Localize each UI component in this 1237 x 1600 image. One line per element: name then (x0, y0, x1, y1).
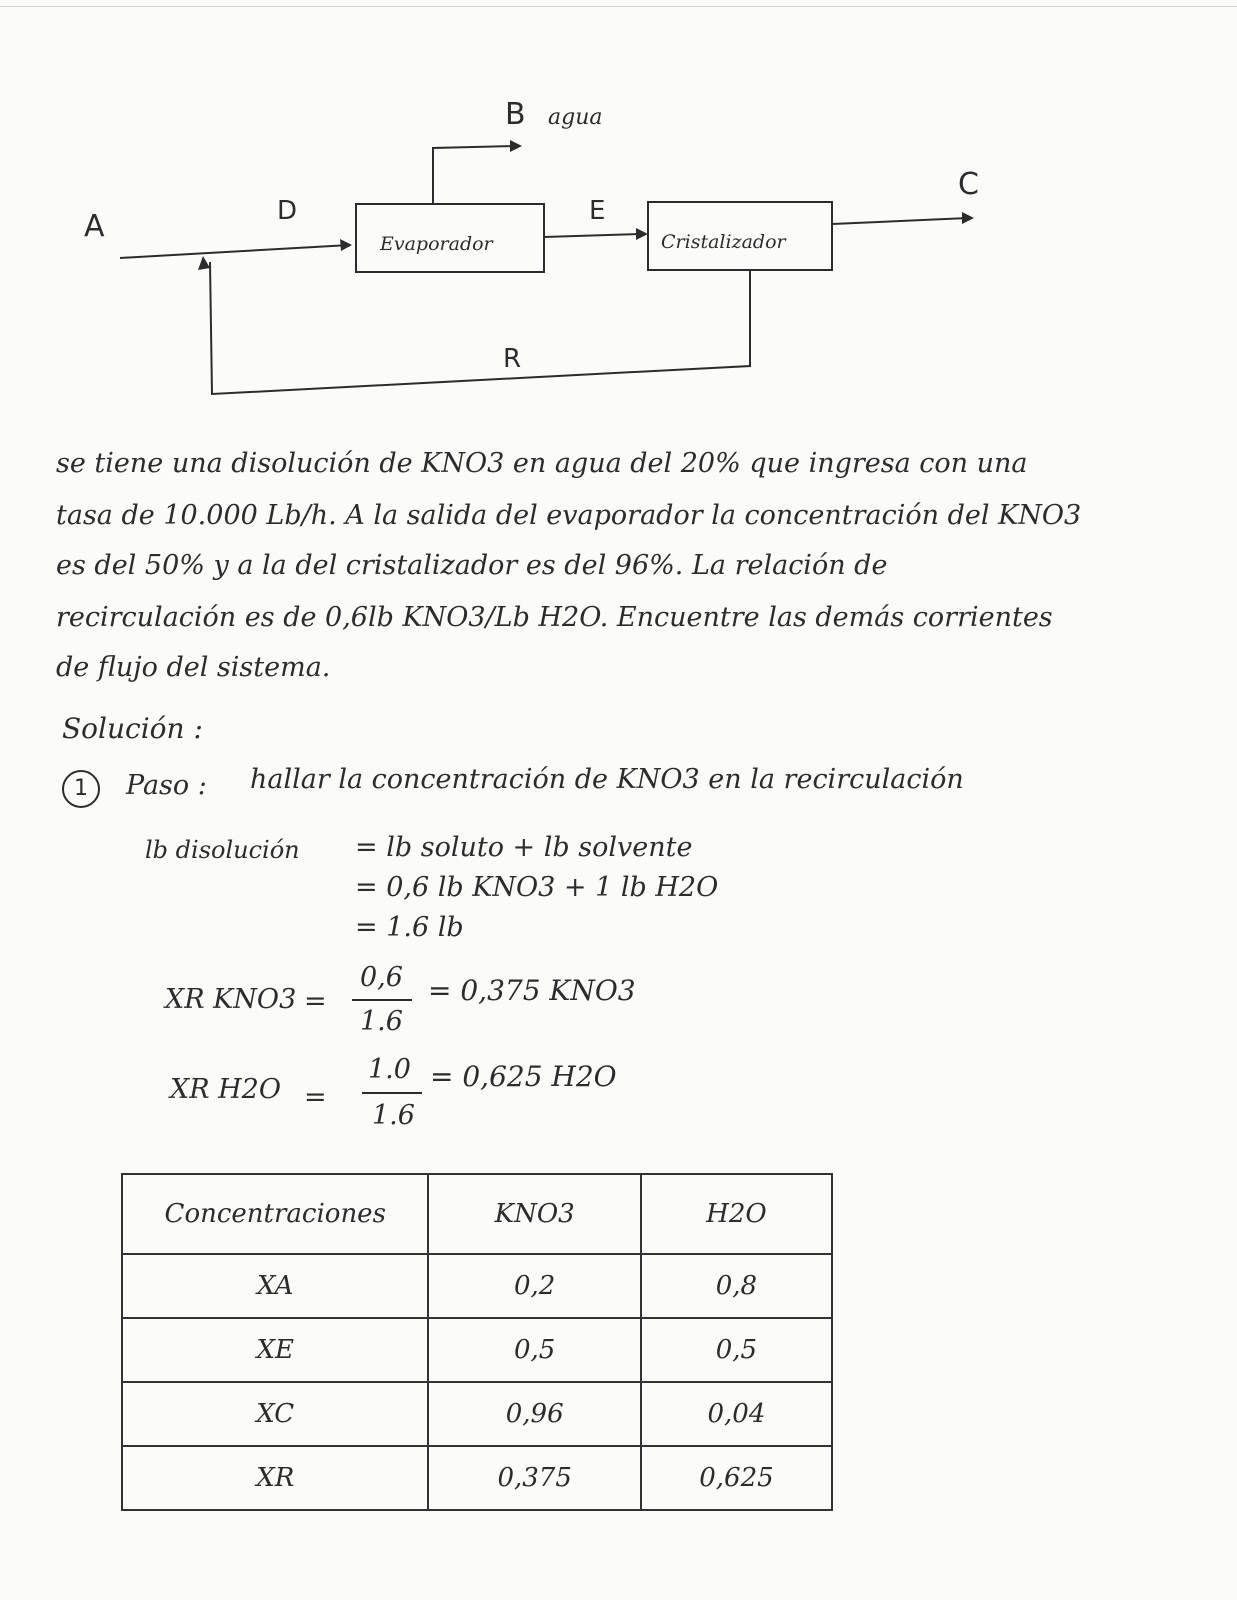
xr-h2o-equals: = (304, 1082, 327, 1113)
problem-line-3: es del 50% y a la del cristalizador es del 96%. La relación de (56, 550, 888, 581)
concentrations-table (121, 1173, 833, 1511)
table-cell: 0,5 (428, 1318, 640, 1382)
feed-line-a (120, 245, 350, 258)
xr-kno3-result: = 0,375 KNO3 (428, 974, 636, 1007)
xr-h2o-numerator: 1.0 (368, 1054, 411, 1085)
xr-kno3-fraction-bar (352, 999, 412, 1001)
recycle-line-r (210, 262, 750, 394)
recycle-arrow-icon (198, 256, 210, 270)
xr-kno3-lhs: XR KNO3 (165, 984, 297, 1015)
problem-line-2: tasa de 10.000 Lb/h. A la salida del evaporador la concentración del KNO3 (56, 500, 1082, 531)
table-row (122, 1446, 832, 1510)
stream-e-arrow-icon (636, 228, 648, 240)
process-diagram (0, 0, 1237, 420)
table-cell: 0,625 (641, 1446, 832, 1510)
stream-line-e (544, 234, 642, 237)
table-cell: XC (122, 1382, 428, 1446)
step-number: 1 (62, 770, 100, 808)
lhs-disolucion: lb disolución (145, 836, 300, 864)
table-cell: 0,8 (641, 1254, 832, 1318)
table-cell: XR (122, 1446, 428, 1510)
table-row (122, 1318, 832, 1382)
equation-line-2: = 0,6 lb KNO3 + 1 lb H2O (355, 872, 719, 903)
equation-line-1: = lb soluto + lb solvente (355, 832, 693, 863)
xr-kno3-denominator: 1.6 (360, 1006, 403, 1037)
stream-label-b-sub: agua (548, 105, 603, 130)
xr-h2o-denominator: 1.6 (372, 1100, 415, 1131)
table-header-cell: H2O (641, 1174, 832, 1254)
table-cell: 0,04 (641, 1382, 832, 1446)
table-header-row (122, 1174, 832, 1254)
table-header-cell: KNO3 (428, 1174, 640, 1254)
xr-h2o-result: = 0,625 H2O (430, 1060, 617, 1093)
step-label: Paso : (126, 770, 207, 801)
vapor-line-b (433, 146, 516, 204)
table-cell: 0,5 (641, 1318, 832, 1382)
evaporator-label: Evaporador (380, 233, 493, 255)
stream-label-c: C (958, 167, 979, 202)
stream-label-b: B (505, 97, 526, 132)
problem-line-5: de flujo del sistema. (56, 652, 331, 683)
xr-kno3-numerator: 0,6 (360, 962, 403, 993)
problem-line-1: se tiene una disolución de KNO3 en agua del 20% que ingresa con una (56, 448, 1028, 479)
table-row (122, 1382, 832, 1446)
stream-label-d: D (277, 196, 298, 226)
problem-line-4: recirculación es de 0,6lb KNO3/Lb H2O. Encuentre las demás corrientes (56, 602, 1053, 633)
table-row (122, 1254, 832, 1318)
vapor-arrow-icon (510, 140, 522, 152)
table-cell: 0,2 (428, 1254, 640, 1318)
table-header-cell: Concentraciones (122, 1174, 428, 1254)
equation-line-3: = 1.6 lb (355, 912, 464, 943)
step-text: hallar la concentración de KNO3 en la recirculación (250, 764, 964, 795)
stream-label-e: E (589, 196, 606, 226)
feed-arrow-icon (340, 239, 352, 251)
product-arrow-icon (962, 212, 974, 224)
stream-label-a: A (84, 209, 105, 244)
xr-h2o-lhs: XR H2O (170, 1074, 281, 1105)
table-cell: XE (122, 1318, 428, 1382)
table-cell: 0,375 (428, 1446, 640, 1510)
solution-heading: Solución : (62, 712, 203, 745)
stream-label-r: R (503, 344, 522, 374)
xr-kno3-equals: = (304, 986, 327, 1017)
xr-h2o-fraction-bar (362, 1092, 422, 1094)
table-cell: XA (122, 1254, 428, 1318)
product-line-c (832, 218, 968, 224)
table-cell: 0,96 (428, 1382, 640, 1446)
crystallizer-label: Cristalizador (661, 231, 786, 253)
